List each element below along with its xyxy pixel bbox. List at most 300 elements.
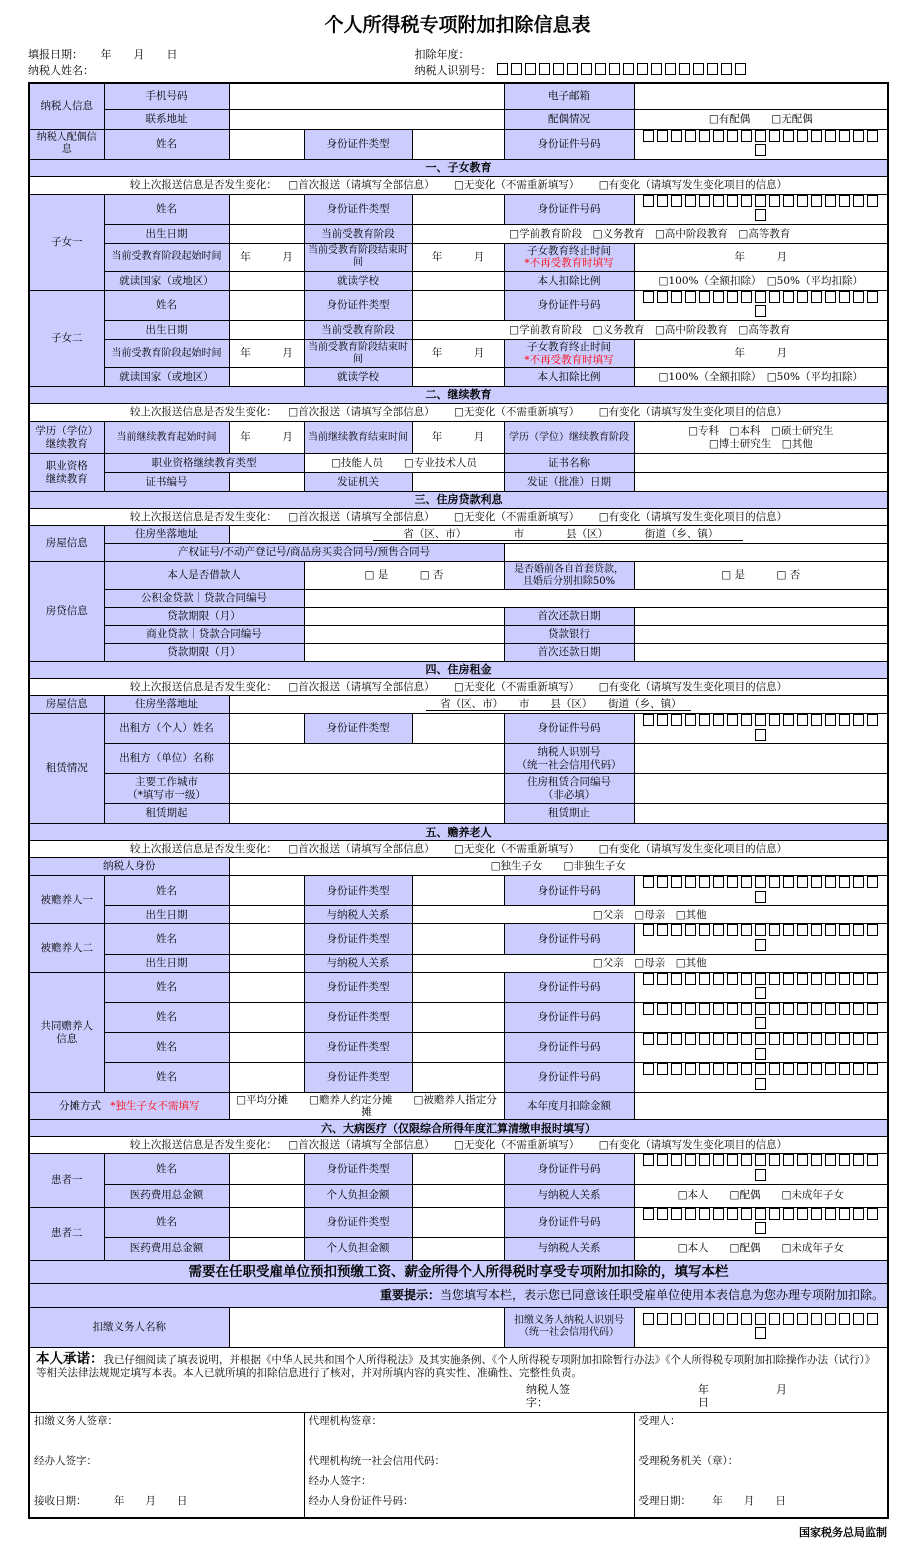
- section-children-header: 一、子女教育: [29, 159, 888, 176]
- fund-loan-label: 公积金贷款｜贷款合同编号: [104, 590, 304, 608]
- landlord-id-type-input[interactable]: [412, 714, 504, 744]
- fund-term-label: 贷款期限（月）: [104, 608, 304, 626]
- cert-no-input[interactable]: [229, 473, 304, 492]
- change-first-checkbox[interactable]: □首次报送（请填写全部信息）: [288, 406, 435, 419]
- child1-country-label: 就读国家（或地区）: [104, 271, 229, 290]
- co4-id-no-label: 身份证件号码: [504, 1063, 634, 1093]
- child1-country-input[interactable]: [229, 271, 304, 290]
- patient2-burden-label: 个人负担金额: [304, 1237, 412, 1260]
- co1-name-input[interactable]: [229, 972, 304, 1002]
- dependent2-id-type-label: 身份证件类型: [304, 924, 412, 954]
- issue-date-label: 发证（批准）日期: [504, 473, 634, 492]
- commercial-loan-input[interactable]: [304, 626, 504, 644]
- edu-stop-title: 子女教育终止时间: [527, 244, 612, 257]
- co-supporter-group-line1: 共同赡养人: [40, 1019, 93, 1032]
- co4-id-type-input[interactable]: [412, 1063, 504, 1093]
- co1-id-type-input[interactable]: [412, 972, 504, 1002]
- rent-start-label: 租赁期起: [104, 804, 229, 824]
- fund-loan-input[interactable]: [304, 590, 888, 608]
- monthly-amount-input[interactable]: [634, 1093, 888, 1120]
- email-label: 电子邮箱: [504, 83, 634, 109]
- child1-stage-start-label: 当前受教育阶段起始时间: [104, 243, 229, 271]
- degree-edu-group-line2: 继续教育: [45, 437, 88, 450]
- commitment-block: [29, 1347, 888, 1412]
- rent-address-label: 住房坐落地址: [104, 696, 229, 714]
- child1-edu-stop-label: [504, 243, 634, 271]
- change-none-checkbox[interactable]: □无变化（不需重新填写）: [453, 406, 580, 419]
- withholder-id-label: [504, 1307, 634, 1347]
- prof-edu-group-line1: 职业资格: [45, 459, 88, 472]
- taxpayer-name-label: 纳税人姓名：: [28, 64, 94, 77]
- rent-contract-line1: 住房租赁合同编号: [527, 776, 612, 789]
- property-cert-label: 产权证号/不动产登记号/商品房买卖合同号/预售合同号: [104, 544, 504, 562]
- child2-id-type-label: 身份证件类型: [304, 290, 412, 320]
- patient2-id-no-label: 身份证件号码: [504, 1207, 634, 1237]
- change-changed-checkbox[interactable]: □有变化（请填写发生变化项目的信息）: [598, 406, 788, 419]
- dependent2-id-type-input[interactable]: [412, 924, 504, 954]
- dependent1-group: 被赡养人一: [29, 876, 104, 924]
- dependent1-id-type-input[interactable]: [412, 876, 504, 906]
- child1-birth-label: 出生日期: [104, 224, 229, 243]
- child1-birth-input[interactable]: [229, 224, 304, 243]
- section-elderly-header: 五、赡养老人: [29, 824, 888, 841]
- contact-address-input[interactable]: [229, 109, 504, 129]
- loan-info-group: 房贷信息: [29, 562, 104, 662]
- spouse-name-label: 姓名: [104, 129, 229, 159]
- rent-address-blank[interactable]: 省（区、市） 市 县（区） 街道（乡、镇）: [426, 698, 691, 712]
- co4-id-no-boxes[interactable]: [634, 1063, 888, 1093]
- dependent1-birth-label: 出生日期: [104, 906, 229, 924]
- taxpayer-identity-options[interactable]: □独生子女 □非独生子女: [229, 858, 888, 876]
- child2-stage-label: 当前受教育阶段: [304, 321, 412, 340]
- withholder-name-label: 扣缴义务人名称: [29, 1307, 229, 1347]
- child2-school-input[interactable]: [412, 368, 504, 387]
- rent-info-group: 租赁情况: [29, 714, 104, 824]
- child2-country-input[interactable]: [229, 368, 304, 387]
- patient2-burden-input[interactable]: [412, 1237, 504, 1260]
- deduction-year-label: 扣除年度：: [414, 48, 470, 61]
- co3-id-type-label: 身份证件类型: [304, 1033, 412, 1063]
- patient2-total-input[interactable]: [229, 1237, 304, 1260]
- cert-name-label: 证书名称: [504, 454, 634, 473]
- prof-type-label: 职业资格继续教育类型: [104, 454, 304, 473]
- co2-name-input[interactable]: [229, 1002, 304, 1032]
- work-city-input[interactable]: [229, 774, 504, 804]
- commercial-loan-label: 商业贷款｜贷款合同编号: [104, 626, 304, 644]
- patient1-id-type-input[interactable]: [412, 1154, 504, 1184]
- page-title: 个人所得税专项附加扣除信息表: [324, 14, 591, 36]
- fund-first-repay-input[interactable]: [634, 608, 888, 626]
- dependent1-relation-options[interactable]: □父亲 □母亲 □其他: [412, 906, 888, 924]
- taxpayer-signature-date[interactable]: 年 月 日: [697, 1382, 854, 1409]
- employer-hint-text: 当您填写本栏，表示您已同意该任职受雇单位使用本表信息为您办理专项附加扣除。: [440, 1288, 885, 1303]
- org-taxpayer-id-input[interactable]: [634, 744, 888, 774]
- change-none-checkbox[interactable]: □无变化（不需重新填写）: [453, 680, 580, 693]
- child2-birth-label: 出生日期: [104, 321, 229, 340]
- withholder-seal-label: 扣缴义务人签章：: [34, 1414, 118, 1427]
- co3-id-no-label: 身份证件号码: [504, 1033, 634, 1063]
- issuer-label: 发证机关: [304, 473, 412, 492]
- rent-house-group: 房屋信息: [29, 696, 104, 714]
- child1-id-type-label: 身份证件类型: [304, 194, 412, 224]
- child2-name-input[interactable]: [229, 290, 304, 320]
- dependent1-id-type-label: 身份证件类型: [304, 876, 412, 906]
- rent-end-label: 租赁期止: [504, 804, 634, 824]
- co1-name-label: 姓名: [104, 972, 229, 1002]
- landlord-id-no-boxes[interactable]: [634, 714, 888, 744]
- co3-name-label: 姓名: [104, 1033, 229, 1063]
- withholder-id-line2: （统一社会信用代码）: [519, 1327, 620, 1339]
- child2-birth-input[interactable]: [229, 321, 304, 340]
- dependent2-birth-input[interactable]: [229, 954, 304, 972]
- org-taxpayer-id-line1: 纳税人识别号: [537, 746, 601, 759]
- issuer-input[interactable]: [412, 473, 504, 492]
- spouse-id-type-label: 身份证件类型: [304, 129, 412, 159]
- co2-id-type-label: 身份证件类型: [304, 1002, 412, 1032]
- receive-date-label: 接收日期：: [34, 1494, 87, 1507]
- loan-address-label: 住房坐落地址: [104, 526, 229, 544]
- child2-group: 子女二: [29, 290, 104, 386]
- premarital-label-line2: 且婚后分别扣除50%: [522, 575, 616, 587]
- landlord-id-type-label: 身份证件类型: [304, 714, 412, 744]
- child1-id-no-label: 身份证件号码: [504, 194, 634, 224]
- child1-group: 子女一: [29, 194, 104, 290]
- dependent2-id-no-label: 身份证件号码: [504, 924, 634, 954]
- child1-school-label: 就读学校: [304, 271, 412, 290]
- work-city-label: [104, 774, 229, 804]
- spouse-id-no-boxes[interactable]: [634, 129, 888, 159]
- patient1-relation-options[interactable]: □本人 □配偶 □未成年子女: [634, 1184, 888, 1207]
- commitment-text: 我已仔细阅读了填表说明，并根据《中华人民共和国个人所得税法》及其实施条例、《个人所得税专项附加扣除暂行办法》《个人所得税专项附加扣除操作办法（试行）》等相关法律法规规定填写本表。本人已就所填的扣除信息进行了核对，并对所填内容的真实性、准确性、完整性负责。: [36, 1353, 876, 1379]
- premarital-label-line1: 是否婚前各自首套贷款，: [514, 563, 625, 575]
- accept-date-field[interactable]: 年 月 日: [712, 1494, 786, 1507]
- child2-id-no-label: 身份证件号码: [504, 290, 634, 320]
- child1-stage-end-label: 当前受教育阶段结束时间: [304, 243, 412, 271]
- patient1-relation-label: 与纳税人关系: [504, 1184, 634, 1207]
- mobile-label: 手机号码: [104, 83, 229, 109]
- patient2-relation-label: 与纳税人关系: [504, 1237, 634, 1260]
- landlord-person-input[interactable]: [229, 714, 304, 744]
- change-none-checkbox[interactable]: □无变化（不需重新填写）: [453, 178, 580, 191]
- children-change-row[interactable]: [29, 176, 888, 194]
- contact-address-label: 联系地址: [104, 109, 229, 129]
- change-first-checkbox[interactable]: □首次报送（请填写全部信息）: [288, 1139, 435, 1152]
- spouse-name-input[interactable]: [229, 129, 304, 159]
- prof-edu-group-line2: 继续教育: [45, 472, 88, 485]
- co1-id-type-label: 身份证件类型: [304, 972, 412, 1002]
- change-question: 较上次报送信息是否发生变化：: [129, 1139, 277, 1152]
- withholder-handler-sign-label: 经办人签字：: [34, 1454, 97, 1467]
- change-first-checkbox[interactable]: □首次报送（请填写全部信息）: [288, 510, 435, 523]
- section-medical-header: 六、大病医疗（仅限综合所得年度汇算清缴申报时填写）: [29, 1120, 888, 1137]
- employer-hint: [29, 1283, 888, 1307]
- apportion-label: [29, 1093, 229, 1120]
- medical-change-row[interactable]: [29, 1137, 888, 1154]
- child2-country-label: 就读国家（或地区）: [104, 368, 229, 387]
- rent-change-row[interactable]: [29, 679, 888, 696]
- co3-id-type-input[interactable]: [412, 1033, 504, 1063]
- co-supporter-group: [29, 972, 104, 1093]
- employer-banner: 需要在任职受雇单位预扣预缴工资、薪金所得个人所得税时享受专项附加扣除的，填写本栏: [29, 1260, 888, 1283]
- spouse-status-label: 配偶情况: [504, 109, 634, 129]
- landlord-org-input[interactable]: [229, 744, 504, 774]
- withholder-seal-cell[interactable]: [29, 1412, 304, 1518]
- child2-name-label: 姓名: [104, 290, 229, 320]
- taxpayer-identity-label: 纳税人身份: [29, 858, 229, 876]
- spouse-info-group: 纳税人配偶信息: [29, 129, 104, 159]
- patient2-id-type-label: 身份证件类型: [304, 1207, 412, 1237]
- co2-id-no-label: 身份证件号码: [504, 1002, 634, 1032]
- change-none-checkbox[interactable]: □无变化（不需重新填写）: [453, 510, 580, 523]
- child2-stage-options[interactable]: □学前教育阶段 □义务教育 □高中阶段教育 □高等教育: [412, 321, 888, 340]
- patient1-name-input[interactable]: [229, 1154, 304, 1184]
- landlord-person-label: 出租方（个人）姓名: [104, 714, 229, 744]
- rent-contract-input[interactable]: [634, 774, 888, 804]
- patient2-name-input[interactable]: [229, 1207, 304, 1237]
- dependent1-name-label: 姓名: [104, 876, 229, 906]
- premarital-label: [504, 562, 634, 590]
- rent-start-input[interactable]: [229, 804, 504, 824]
- taxpayer-info-group: 纳税人信息: [29, 83, 104, 129]
- rent-contract-line2: （非必填）: [542, 788, 596, 801]
- dependent1-id-no-boxes[interactable]: [634, 876, 888, 906]
- prof-type-options[interactable]: □技能人员 □专业技术人员: [304, 454, 504, 473]
- agency-seal-cell[interactable]: [304, 1412, 634, 1518]
- deduction-form-table: [28, 82, 889, 1519]
- section-loan-header: 三、住房贷款利息: [29, 492, 888, 509]
- degree-stage-options[interactable]: [634, 422, 888, 454]
- fund-first-repay-label: 首次还款日期: [504, 608, 634, 626]
- commitment-title: 本人承诺：: [36, 1350, 104, 1367]
- taxpayer-id-label: 纳税人识别号：: [414, 64, 492, 77]
- borrower-label: 本人是否借款人: [104, 562, 304, 590]
- fill-date-label: 填报日期：: [28, 48, 83, 61]
- change-first-checkbox[interactable]: □首次报送（请填写全部信息）: [288, 680, 435, 693]
- acceptor-label: 受理人：: [638, 1414, 681, 1427]
- change-question: 较上次报送信息是否发生变化：: [129, 406, 277, 419]
- degree-stage-options-line1[interactable]: □专科 □本科 □硕士研究生: [688, 424, 834, 437]
- receive-date-field[interactable]: 年 月 日: [113, 1494, 188, 1507]
- dependent2-birth-label: 出生日期: [104, 954, 229, 972]
- dependent1-birth-input[interactable]: [229, 906, 304, 924]
- apportion-note: *独生子女不需填写: [110, 1100, 200, 1113]
- dependent2-id-no-boxes[interactable]: [634, 924, 888, 954]
- patient2-name-label: 姓名: [104, 1207, 229, 1237]
- change-question: 较上次报送信息是否发生变化：: [129, 842, 277, 855]
- patient2-id-no-boxes[interactable]: [634, 1207, 888, 1237]
- monthly-amount-label: 本年度月扣除金额: [504, 1093, 634, 1120]
- agency-handler-sign-label: 经办人签字：: [308, 1474, 372, 1487]
- child2-id-no-boxes[interactable]: [634, 290, 888, 320]
- agency-seal-label: 代理机构签章：: [308, 1414, 382, 1427]
- prof-edu-group: [29, 454, 104, 492]
- change-none-checkbox[interactable]: □无变化（不需重新填写）: [453, 1139, 580, 1152]
- degree-edu-group-line1: 学历（学位）: [35, 424, 99, 437]
- change-none-checkbox[interactable]: □无变化（不需重新填写）: [453, 842, 580, 855]
- child2-ratio-label: 本人扣除比例: [504, 368, 634, 387]
- child1-id-no-boxes[interactable]: [634, 194, 888, 224]
- change-changed-checkbox[interactable]: □有变化（请填写发生变化项目的信息）: [598, 178, 788, 191]
- tax-authority-label: 受理税务机关（章）：: [638, 1454, 739, 1467]
- dependent1-id-no-label: 身份证件号码: [504, 876, 634, 906]
- patient1-id-no-label: 身份证件号码: [504, 1154, 634, 1184]
- continuing-change-row[interactable]: [29, 404, 888, 422]
- child1-name-input[interactable]: [229, 194, 304, 224]
- co2-id-type-input[interactable]: [412, 1002, 504, 1032]
- issue-date-input[interactable]: [634, 473, 888, 492]
- email-input[interactable]: [634, 83, 888, 109]
- child1-edu-stop-input[interactable]: 年 月: [634, 243, 888, 271]
- change-question: 较上次报送信息是否发生变化：: [129, 680, 277, 693]
- change-question: 较上次报送信息是否发生变化：: [129, 178, 277, 191]
- section-continuing-header: 二、继续教育: [29, 387, 888, 404]
- employer-hint-title: 重要提示：: [380, 1288, 441, 1303]
- apportion-options[interactable]: □平均分摊 □赡养人约定分摊 □被赡养人指定分摊: [229, 1093, 504, 1120]
- degree-edu-group: [29, 422, 104, 454]
- org-taxpayer-id-line2: （统一社会信用代码）: [516, 758, 622, 771]
- child2-stage-end-input[interactable]: 年 月: [412, 340, 504, 368]
- loan-change-row[interactable]: [29, 509, 888, 526]
- change-changed-checkbox[interactable]: □有变化（请填写发生变化项目的信息）: [598, 842, 788, 855]
- agency-handler-id-label: 经办人身份证件号码：: [308, 1494, 414, 1507]
- child2-edu-stop-label: [504, 340, 634, 368]
- child2-stage-start-input[interactable]: 年 月: [229, 340, 304, 368]
- child1-stage-start-input[interactable]: 年 月: [229, 243, 304, 271]
- dependent2-name-input[interactable]: [229, 924, 304, 954]
- patient1-burden-label: 个人负担金额: [304, 1184, 412, 1207]
- child1-id-type-input[interactable]: [412, 194, 504, 224]
- child2-stage-start-label: 当前受教育阶段起始时间: [104, 340, 229, 368]
- child1-name-label: 姓名: [104, 194, 229, 224]
- spouse-id-no-label: 身份证件号码: [504, 129, 634, 159]
- acceptance-cell[interactable]: [634, 1412, 888, 1518]
- child1-ratio-label: 本人扣除比例: [504, 271, 634, 290]
- borrower-options[interactable]: □ 是 □ 否: [304, 562, 504, 590]
- child2-edu-stop-input[interactable]: 年 月: [634, 340, 888, 368]
- form-meta: [28, 47, 887, 79]
- child2-ratio-options[interactable]: □100%（全额扣除） □50%（平均扣除）: [634, 368, 888, 387]
- landlord-org-label: 出租方（单位）名称: [104, 744, 229, 774]
- spouse-status-options[interactable]: □有配偶 □无配偶: [634, 109, 888, 129]
- dependent2-group: 被赡养人二: [29, 924, 104, 972]
- receive-date-line[interactable]: [34, 1495, 300, 1515]
- elderly-change-row[interactable]: [29, 841, 888, 858]
- patient1-total-label: 医药费用总金额: [104, 1184, 229, 1207]
- work-city-line2: （*填写市一级）: [127, 788, 206, 801]
- patient1-total-input[interactable]: [229, 1184, 304, 1207]
- rent-address-input[interactable]: [229, 696, 888, 714]
- dependent1-relation-label: 与纳税人关系: [304, 906, 412, 924]
- co4-name-input[interactable]: [229, 1063, 304, 1093]
- patient1-name-label: 姓名: [104, 1154, 229, 1184]
- withholder-id-line1: 扣缴义务人纳税人识别号: [514, 1315, 625, 1327]
- co4-name-label: 姓名: [104, 1063, 229, 1093]
- cont-start-label: 当前继续教育起始时间: [104, 422, 229, 454]
- fill-date-field[interactable]: 年 月 日: [100, 48, 178, 61]
- dependent2-relation-options[interactable]: □父亲 □母亲 □其他: [412, 954, 888, 972]
- work-city-line1: 主要工作城市: [135, 776, 198, 789]
- withholder-id-boxes[interactable]: [634, 1307, 888, 1347]
- change-first-checkbox[interactable]: □首次报送（请填写全部信息）: [288, 178, 435, 191]
- loan-house-group: 房屋信息: [29, 526, 104, 562]
- commercial-term-input[interactable]: [304, 644, 504, 662]
- landlord-id-no-label: 身份证件号码: [504, 714, 634, 744]
- co4-id-type-label: 身份证件类型: [304, 1063, 412, 1093]
- rent-end-input[interactable]: [634, 804, 888, 824]
- edu-stop-note: *不再受教育时填写: [524, 257, 614, 270]
- child2-school-label: 就读学校: [304, 368, 412, 387]
- co3-name-input[interactable]: [229, 1033, 304, 1063]
- child1-school-input[interactable]: [412, 271, 504, 290]
- accept-date-label: 受理日期：: [638, 1494, 692, 1507]
- withholder-name-input[interactable]: [229, 1307, 504, 1347]
- patient1-burden-input[interactable]: [412, 1184, 504, 1207]
- loan-address-input[interactable]: [229, 526, 888, 544]
- co-supporter-group-line2: 信息: [56, 1032, 78, 1045]
- co1-id-no-boxes[interactable]: [634, 972, 888, 1002]
- patient2-relation-options[interactable]: □本人 □配偶 □未成年子女: [634, 1237, 888, 1260]
- dependent2-relation-label: 与纳税人关系: [304, 954, 412, 972]
- cert-name-input[interactable]: [634, 454, 888, 473]
- rent-contract-label: [504, 774, 634, 804]
- commercial-term-label: 贷款期限（月）: [104, 644, 304, 662]
- fund-term-input[interactable]: [304, 608, 504, 626]
- property-cert-input[interactable]: [504, 544, 888, 562]
- child2-id-type-input[interactable]: [412, 290, 504, 320]
- degree-stage-options-line2[interactable]: □博士研究生 □其他: [708, 437, 813, 450]
- patient1-id-no-boxes[interactable]: [634, 1154, 888, 1184]
- loan-bank-input[interactable]: [634, 626, 888, 644]
- co2-id-no-boxes[interactable]: [634, 1002, 888, 1032]
- cert-no-label: 证书编号: [104, 473, 229, 492]
- loan-bank-label: 贷款银行: [504, 626, 634, 644]
- change-changed-checkbox[interactable]: □有变化（请填写发生变化项目的信息）: [598, 510, 788, 523]
- edu-stop-note: *不再受教育时填写: [524, 353, 614, 366]
- edu-stop-title: 子女教育终止时间: [527, 340, 612, 353]
- co1-id-no-label: 身份证件号码: [504, 972, 634, 1002]
- child2-stage-end-label: 当前受教育阶段结束时间: [304, 340, 412, 368]
- child1-ratio-options[interactable]: □100%（全额扣除） □50%（平均扣除）: [634, 271, 888, 290]
- child1-stage-end-input[interactable]: 年 月: [412, 243, 504, 271]
- accept-date-line[interactable]: [639, 1495, 884, 1515]
- change-question: 较上次报送信息是否发生变化：: [129, 510, 277, 523]
- taxpayer-signature-label: 纳税人签字：: [526, 1382, 570, 1409]
- loan-address-blank[interactable]: 省（区、市） 市 县（区） 街道（乡、镇）: [373, 528, 743, 542]
- co3-id-no-boxes[interactable]: [634, 1033, 888, 1063]
- dependent1-name-input[interactable]: [229, 876, 304, 906]
- agency-credit-code-label: 代理机构统一社会信用代码：: [308, 1454, 445, 1467]
- spouse-id-type-input[interactable]: [412, 129, 504, 159]
- patient1-group: 患者一: [29, 1154, 104, 1207]
- dependent2-name-label: 姓名: [104, 924, 229, 954]
- mobile-input[interactable]: [229, 83, 504, 109]
- cont-end-input[interactable]: 年 月: [412, 422, 504, 454]
- cont-start-input[interactable]: 年 月: [229, 422, 304, 454]
- child1-stage-label: 当前受教育阶段: [304, 224, 412, 243]
- change-changed-checkbox[interactable]: □有变化（请填写发生变化项目的信息）: [598, 680, 788, 693]
- premarital-options[interactable]: □ 是 □ 否: [634, 562, 888, 590]
- taxpayer-id-boxes[interactable]: [495, 64, 747, 77]
- change-changed-checkbox[interactable]: □有变化（请填写发生变化项目的信息）: [598, 1139, 788, 1152]
- patient2-id-type-input[interactable]: [412, 1207, 504, 1237]
- commercial-first-repay-label: 首次还款日期: [504, 644, 634, 662]
- patient2-total-label: 医药费用总金额: [104, 1237, 229, 1260]
- child1-stage-options[interactable]: □学前教育阶段 □义务教育 □高中阶段教育 □高等教育: [412, 224, 888, 243]
- form-footer: 国家税务总局监制: [799, 1525, 887, 1539]
- patient1-id-type-label: 身份证件类型: [304, 1154, 412, 1184]
- change-first-checkbox[interactable]: □首次报送（请填写全部信息）: [288, 842, 435, 855]
- commercial-first-repay-input[interactable]: [634, 644, 888, 662]
